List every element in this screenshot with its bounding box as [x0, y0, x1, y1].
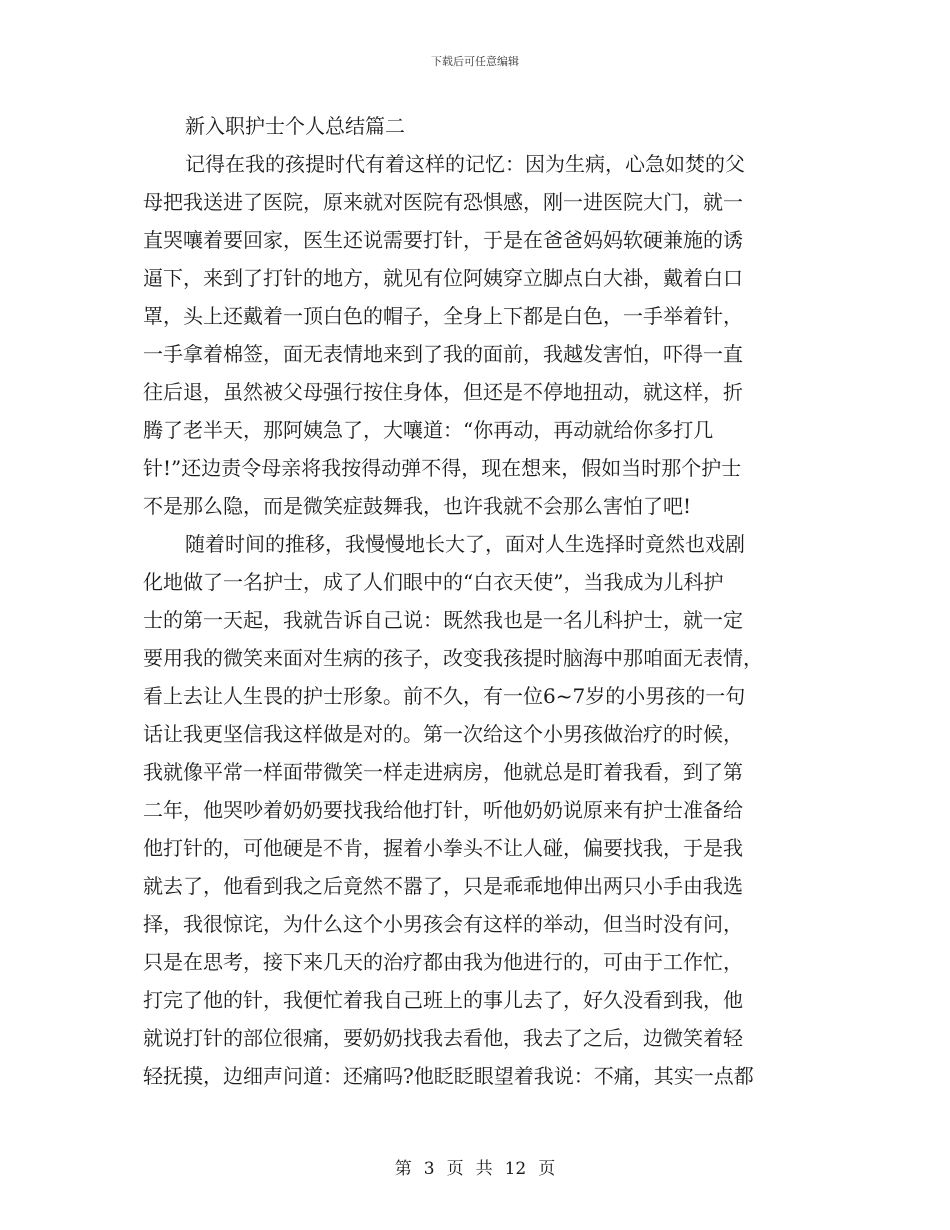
text-line: 直哭嚷着要回家，医生还说需要打针，于是在爸爸妈妈软硬兼施的诱	[143, 228, 743, 252]
text-line: 一手拿着棉签，面无表情地来到了我的面前，我越发害怕，吓得一直	[143, 342, 743, 366]
page-header: 下载后可任意编辑	[431, 55, 519, 68]
text-line: 逼下，来到了打针的地方，就见有位阿姨穿立脚点白大褂，戴着白口	[143, 266, 743, 290]
text-line: 轻抚摸，边细声问道：还痛吗?他眨眨眼望着我说：不痛，其实一点都	[143, 1064, 754, 1088]
current-page-number: 3	[423, 1159, 435, 1179]
text-line: 就说打针的部位很痛，要奶奶找我去看他，我去了之后，边微笑着轻	[143, 1026, 743, 1050]
text-line: 他打针的，可他硬是不肯，握着小拳头不让人碰，偏要找我，于是我	[143, 836, 743, 860]
section-title: 新入职护士个人总结篇二	[185, 114, 405, 138]
footer-suffix: 页	[538, 1159, 556, 1179]
text-line: 针!”还边责令母亲将我按得动弹不得，现在想来，假如当时那个护士	[143, 456, 742, 480]
text-line: 只是在思考，接下来几天的治疗都由我为他进行的，可由于工作忙，	[143, 950, 743, 974]
text-line: 二年，他哭吵着奶奶要找我给他打针，听他奶奶说原来有护士准备给	[143, 798, 743, 822]
text-line: 往后退，虽然被父母强行按住身体，但还是不停地扭动，就这样，折	[143, 380, 743, 404]
text-line: 记得在我的孩提时代有着这样的记忆：因为生病，心急如焚的父	[185, 152, 745, 176]
text-line: 话让我更坚信我这样做是对的。第一次给这个小男孩做治疗的时候，	[143, 722, 743, 746]
text-line: 就去了，他看到我之后竟然不嚣了，只是乖乖地伸出两只小手由我选	[143, 874, 743, 898]
page-footer	[0, 1154, 950, 1179]
text-line: 要用我的微笑来面对生病的孩子，改变我孩提时脑海中那咱面无表情，	[143, 646, 763, 670]
footer-page-word: 页	[446, 1159, 464, 1179]
total-page-count: 12	[504, 1159, 527, 1179]
text-line: 择，我很惊诧，为什么这个小男孩会有这样的举动，但当时没有问，	[143, 912, 743, 936]
text-line: 士的第一天起，我就告诉自己说：既然我也是一名儿科护士，就一定	[143, 608, 743, 632]
text-line: 化地做了一名护士，成了人们眼中的“白衣天使”，当我成为儿科护	[143, 570, 724, 594]
text-line: 我就像平常一样面带微笑一样走进病房，他就总是盯着我看，到了第	[143, 760, 743, 784]
text-line: 打完了他的针，我便忙着我自己班上的事儿去了，好久没看到我，他	[143, 988, 743, 1012]
footer-total-word: 共	[475, 1159, 493, 1179]
text-line: 罩，头上还戴着一顶白色的帽子，全身上下都是白色，一手举着针，	[143, 304, 743, 328]
text-line: 腾了老半天，那阿姨急了，大嚷道：“你再动，再动就给你多打几	[143, 418, 714, 442]
text-line: 不是那么隐，而是微笑症鼓舞我，也许我就不会那么害怕了吧!	[143, 494, 692, 518]
footer-prefix: 第	[394, 1159, 412, 1179]
text-line: 看上去让人生畏的护士形象。前不久，有一位6~7岁的小男孩的一句	[143, 684, 746, 708]
text-line: 母把我送进了医院，原来就对医院有恐惧感，刚一进医院大门，就一	[143, 190, 743, 214]
text-line: 随着时间的推移，我慢慢地长大了，面对人生选择时竟然也戏剧	[185, 532, 745, 556]
